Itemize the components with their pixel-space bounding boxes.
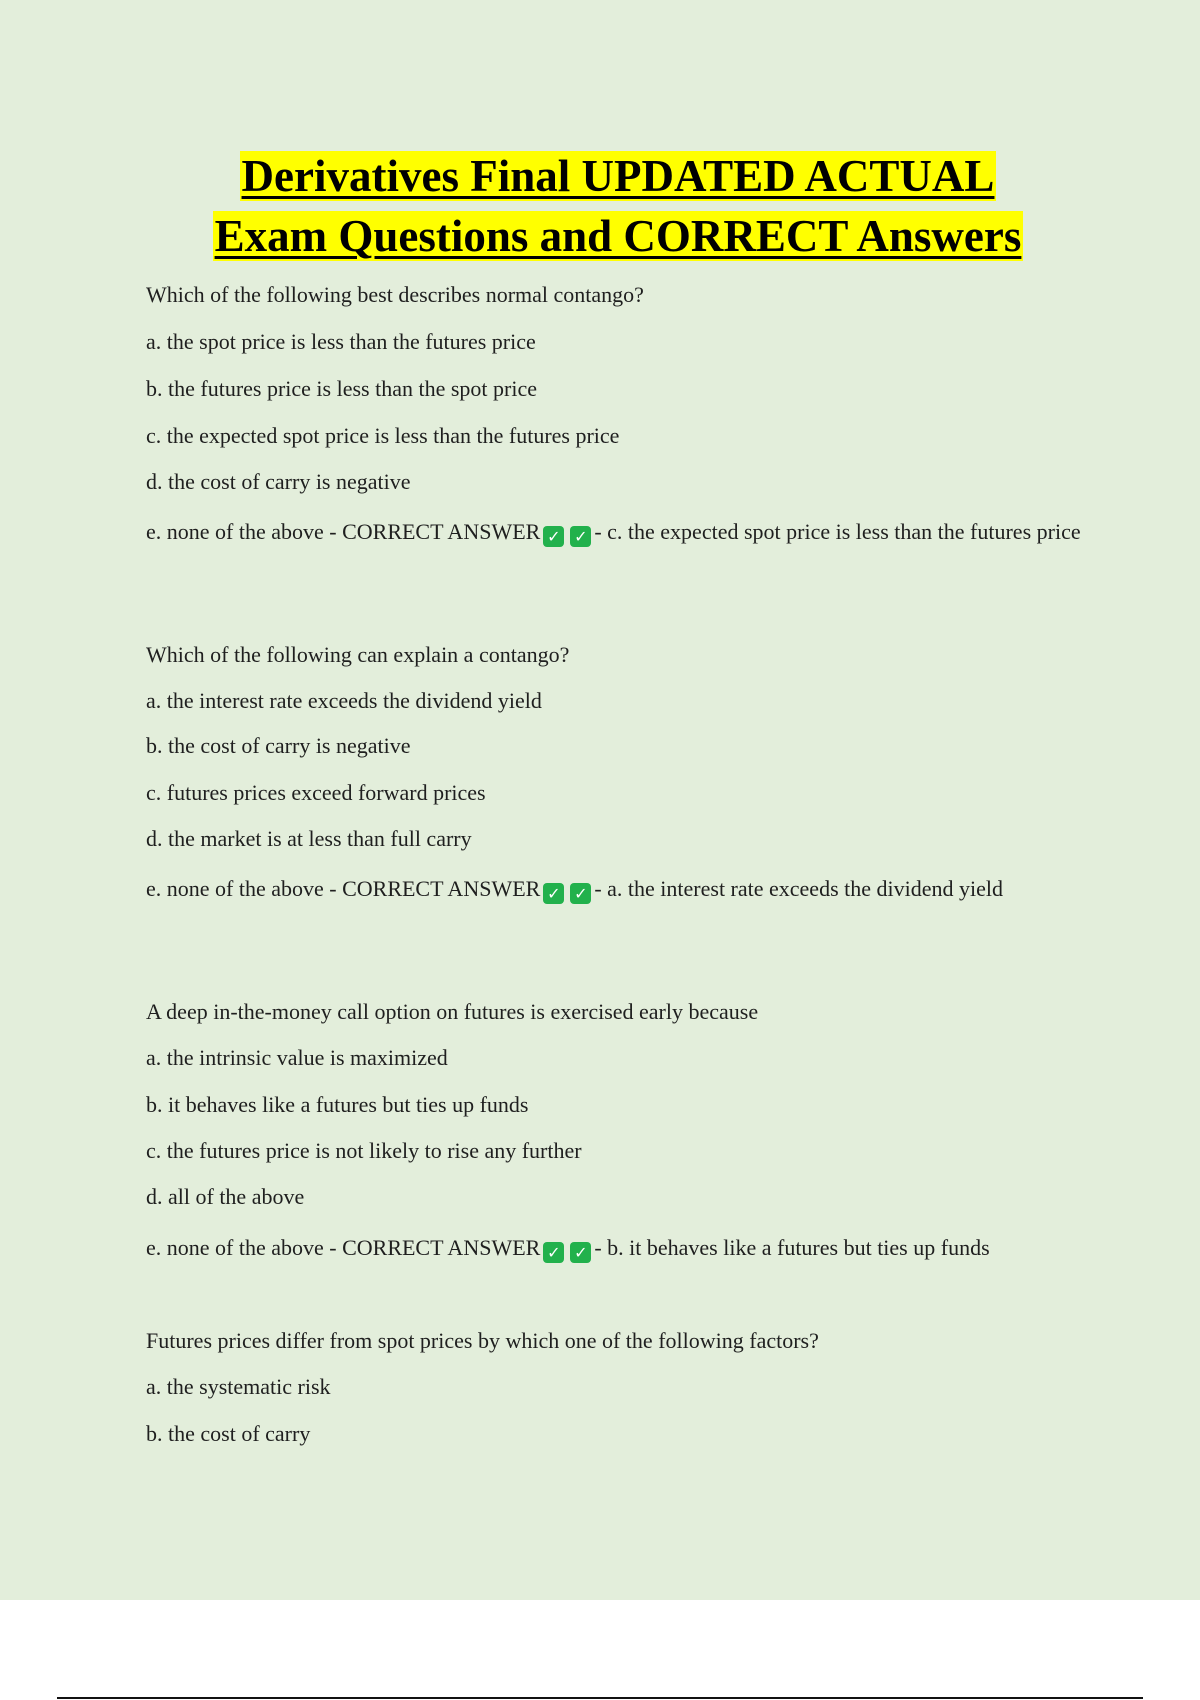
- answer-option: a. the spot price is less than the futures price: [146, 329, 536, 354]
- title-line-2: Exam Questions and CORRECT Answers: [214, 211, 1022, 261]
- answer-option: b. the cost of carry: [146, 1421, 311, 1446]
- correct-answer-line: [146, 874, 1086, 904]
- answer-option: d. all of the above: [146, 1184, 305, 1209]
- question-prompt: A deep in-the-money call option on futures is exercised early because: [146, 999, 759, 1024]
- answer-option: e. none of the above - CORRECT ANSWER: [146, 1235, 541, 1260]
- answer-option: c. the expected spot price is less than the futures price: [146, 423, 620, 448]
- question-prompt: Futures prices differ from spot prices by which one of the following factors?: [146, 1328, 819, 1353]
- question-prompt: Which of the following can explain a contango?: [146, 642, 570, 667]
- answer-option: e. none of the above - CORRECT ANSWER: [146, 519, 541, 544]
- check-mark-icon: ✓: [570, 1242, 591, 1263]
- answer-option: a. the systematic risk: [146, 1374, 331, 1399]
- correct-answer-text: - b. it behaves like a futures but ties up funds: [594, 1235, 990, 1260]
- check-mark-icon: ✓: [543, 526, 564, 547]
- title-line-1: Derivatives Final UPDATED ACTUAL: [241, 151, 995, 201]
- question-prompt: Which of the following best describes normal contango?: [146, 282, 644, 307]
- answer-option: b. the futures price is less than the spot price: [146, 376, 538, 401]
- document-title: [0, 146, 1200, 266]
- answer-option: b. the cost of carry is negative: [146, 733, 411, 758]
- check-mark-icon: ✓: [570, 883, 591, 904]
- check-mark-icon: ✓: [570, 526, 591, 547]
- correct-answer-text: - a. the interest rate exceeds the dividend yield: [594, 876, 1003, 901]
- answer-option: a. the intrinsic value is maximized: [146, 1045, 448, 1070]
- check-mark-icon: ✓: [543, 883, 564, 904]
- answer-option: d. the cost of carry is negative: [146, 469, 411, 494]
- answer-option: e. none of the above - CORRECT ANSWER: [146, 876, 541, 901]
- answer-option: a. the interest rate exceeds the dividend yield: [146, 688, 542, 713]
- answer-option: c. futures prices exceed forward prices: [146, 780, 486, 805]
- correct-answer-line: [146, 517, 1086, 547]
- answer-option: d. the market is at less than full carry: [146, 826, 472, 851]
- answer-option: b. it behaves like a futures but ties up funds: [146, 1092, 529, 1117]
- check-mark-icon: ✓: [543, 1242, 564, 1263]
- correct-answer-line: [146, 1233, 1086, 1263]
- footer-divider: [57, 1697, 1143, 1699]
- correct-answer-text: - c. the expected spot price is less than the futures price: [594, 519, 1081, 544]
- answer-option: c. the futures price is not likely to rise any further: [146, 1138, 582, 1163]
